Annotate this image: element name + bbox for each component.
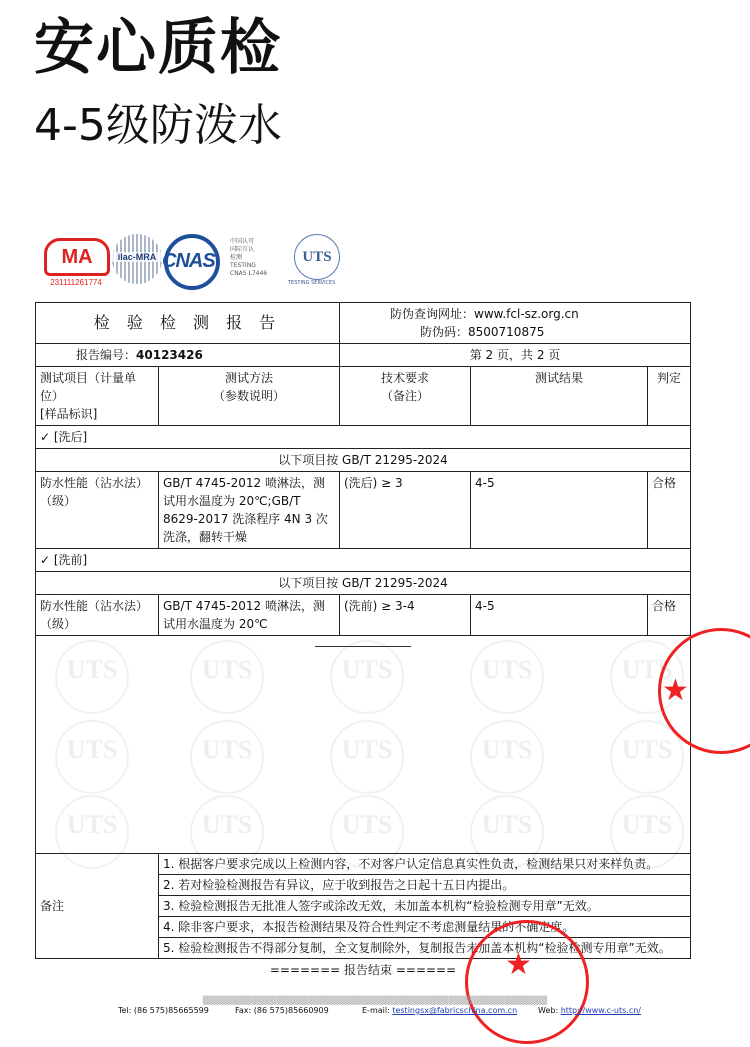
item-cell: 防水性能（沾水法）（级）	[36, 472, 159, 549]
phone: Tel: (86 575)85665599	[118, 1006, 209, 1015]
ma-logo	[44, 238, 108, 288]
cnas-caption: 中国认可 国际互认 检测 TESTING CNAS L7446	[230, 238, 268, 277]
star-icon: ★	[662, 673, 689, 708]
ma-logo-text: MA	[44, 238, 110, 276]
website: Web: http://www.c-uts.cn/	[538, 1006, 641, 1015]
method-cell: GB/T 4745-2012 喷淋法，测试用水温度为 20℃	[159, 595, 340, 636]
website-link[interactable]: http://www.c-uts.cn/	[560, 1006, 641, 1015]
section-after-wash: ✓ [洗后]	[36, 426, 691, 449]
report-title: 检 验 检 测 报 告	[36, 303, 340, 344]
col-result: 测试结果	[471, 367, 648, 426]
star-icon: ★	[505, 947, 532, 982]
cnas-text: CNAS	[162, 250, 215, 272]
section-before-wash: ✓ [洗前]	[36, 549, 691, 572]
report-table	[35, 302, 691, 981]
standard-before: 以下项目按 GB/T 21295-2024	[36, 572, 691, 595]
fax: Fax: (86 575)85660909	[235, 1006, 329, 1015]
item-cell: 防水性能（沾水法）（级）	[36, 595, 159, 636]
table-row	[36, 595, 691, 636]
ilac-text: ilac-MRA	[112, 252, 162, 262]
col-item: 测试项目（计量单位） [样品标识]	[36, 367, 159, 426]
remarks-row	[36, 854, 691, 959]
standard-after: 以下项目按 GB/T 21295-2024	[36, 449, 691, 472]
col-judge: 判定	[648, 367, 691, 426]
ilac-mra-logo	[112, 234, 162, 284]
col-requirement: 技术要求 （备注）	[340, 367, 471, 426]
judge-cell: 合格	[648, 472, 691, 549]
note-item: 4. 除非客户要求，本报告检测结果及符合性判定不考虑测量结果的不确定度。	[159, 917, 690, 938]
remarks-notes	[159, 854, 691, 959]
blank-area	[36, 636, 691, 854]
note-item: 3. 检验检测报告无批准人签字或涂改无效，未加盖本机构“检验检测专用章”无效。	[159, 896, 690, 917]
report-end: ======= 报告结束 ======	[269, 963, 457, 977]
certification-logos	[44, 232, 354, 292]
end-line	[315, 646, 411, 647]
report-number: 报告编号：40123426	[36, 344, 340, 367]
table-row	[36, 472, 691, 549]
report-page: 第 2 页，共 2 页	[340, 344, 691, 367]
result-cell: 4-5	[471, 595, 648, 636]
note-item: 5. 检验检测报告不得部分复制，全文复制除外，复制报告未加盖本机构“检验检测专用章”无效。	[163, 941, 671, 955]
judge-cell: 合格	[648, 595, 691, 636]
ma-number: 231111261774	[50, 278, 102, 287]
requirement-cell: (洗后) ≥ 3	[340, 472, 471, 549]
remarks-label: 备注	[36, 854, 159, 959]
seal-stamp-bottom	[465, 920, 589, 1044]
email-link[interactable]: testingsx@fabricschina.com.cn	[392, 1006, 518, 1015]
report-verification: 防伪查询网址：www.fcl-sz.org.cn 防伪码：8500710875	[340, 303, 691, 344]
blurred-address: ▒▒▒▒▒▒▒▒▒▒▒▒▒▒▒▒▒▒▒▒▒▒▒▒▒▒▒▒▒▒▒▒▒▒▒▒▒▒▒▒▒▒▒▒▒▒▒▒▒▒▒▒▒▒▒▒	[202, 996, 548, 1005]
col-method: 测试方法 （参数说明）	[159, 367, 340, 426]
uts-logo: UTS	[294, 234, 340, 280]
note-item: 1. 根据客户要求完成以上检测内容，不对客户认定信息真实性负责，检测结果只对来样负责。	[159, 854, 690, 875]
page-subtitle: 4-5级防泼水	[34, 100, 282, 151]
requirement-cell: (洗前) ≥ 3-4	[340, 595, 471, 636]
email: E-mail: testingsx@fabricschina.com.cn	[362, 1006, 518, 1015]
note-item: 2. 若对检验检测报告有异议，应于收到报告之日起十五日内提出。	[159, 875, 690, 896]
result-cell: 4-5	[471, 472, 648, 549]
uts-caption: TESTING SERVICES	[288, 280, 336, 286]
page-title: 安心质检	[34, 13, 282, 83]
method-cell: GB/T 4745-2012 喷淋法，测试用水温度为 20℃;GB/T 8629-2017 洗涤程序 4N 3 次洗涤，翻转干燥	[159, 472, 340, 549]
